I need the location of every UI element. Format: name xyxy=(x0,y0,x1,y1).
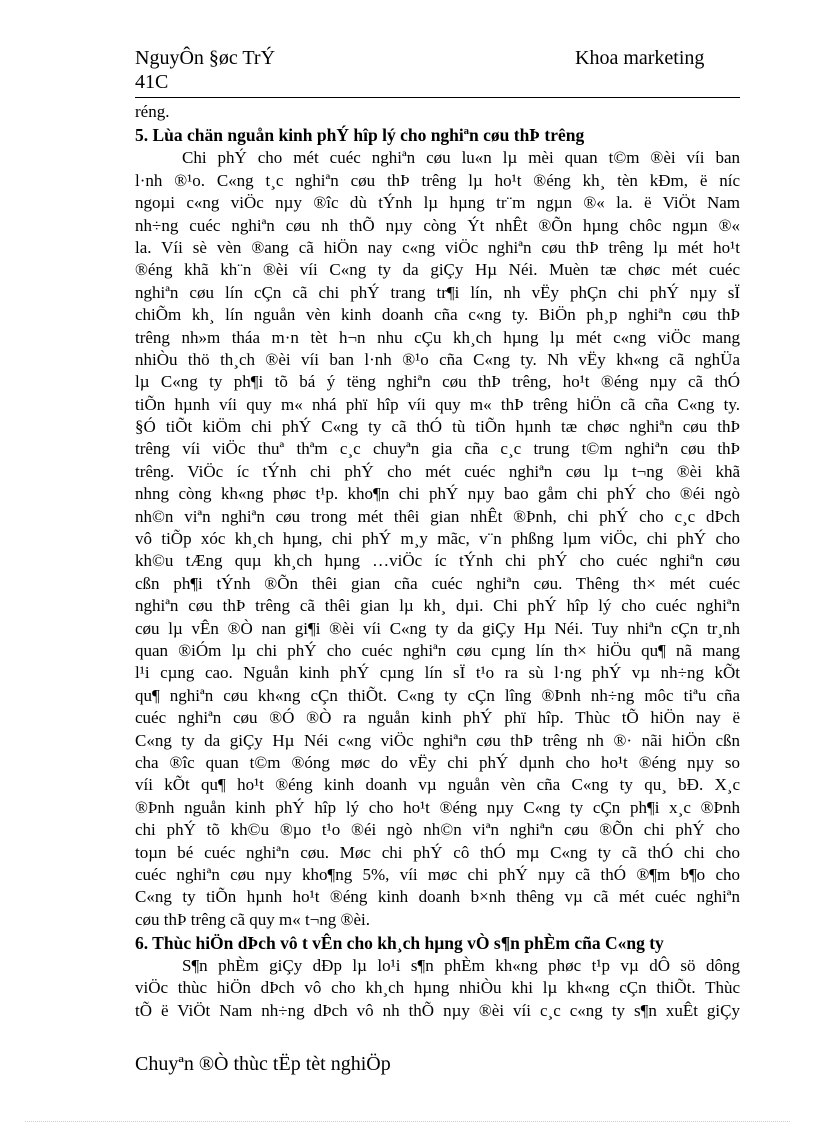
header-divider xyxy=(135,97,740,98)
paragraph-line: cuéc nghiªn cøu nµy kho¶ng 5%, víi møc chi phÝ nµy cã thÓ ®¶m b¶o cho xyxy=(135,864,740,884)
paragraph-line: l¹i cµng cao. Nguån kinh phÝ cµng lín sÏ t¹o ra sù l·ng phÝ vµ nh÷ng kÕt xyxy=(135,663,740,683)
section-6-paragraph xyxy=(135,955,740,1022)
header-author: NguyÔn §øc TrÝ xyxy=(135,47,276,69)
page-footer: Chuyªn ®Ò thùc tËp tèt nghiÖp xyxy=(135,1053,391,1075)
paragraph-line: vô tiÕp xóc kh¸ch hµng, chi phÝ m¸y mãc, v¨n phßng lµm viÖc, chi phÝ cho xyxy=(135,529,740,549)
paragraph-line: Chi phÝ cho mét cuéc nghiªn cøu lu«n lµ mèi quan t©m ®èi víi ban xyxy=(182,148,740,168)
paragraph-line: kh©u tÆng quµ kh¸ch hµng …viÖc íc tÝnh chi phÝ cho cuéc nghiªn cøu xyxy=(135,551,740,571)
paragraph-line: l·nh ®¹o. C«ng t¸c nghiªn cøu thÞ trêng lµ ho¹t ®éng kh¸ tèn kÐm, ë níc xyxy=(135,170,740,190)
paragraph-line: toµn bé cuéc nghiªn cøu. Møc chi phÝ cô thÓ mµ C«ng ty cã thÓ chi cho xyxy=(135,842,740,862)
paragraph-line: cha ®îc quan t©m ®óng møc do vËy chi phÝ dµnh cho ho¹t ®éng nµy so xyxy=(135,752,740,772)
paragraph-line: tiÕn hµnh víi quy m« nhá phï hîp víi quy m« thÞ trêng hiÖn cã cña C«ng ty. xyxy=(135,394,740,414)
paragraph-line: cuéc nghiªn cøu ®Ó ®Ò ra nguån kinh phÝ phï hîp. Thùc tÕ hiÖn nay ë xyxy=(135,708,740,728)
paragraph-line: C«ng ty tiÕn hµnh ho¹t ®éng kinh doanh b×nh thêng vµ cã mét cuéc nghiªn xyxy=(135,887,740,907)
paragraph-line: cßn ph¶i tÝnh ®Õn thêi gian cña cuéc nghiªn cøu. Thêng th× mét cuéc xyxy=(135,573,740,593)
header-department: Khoa marketing xyxy=(575,47,705,69)
paragraph-line: S¶n phÈm giÇy dÐp lµ lo¹i s¶n phÈm kh«ng phøc t¹p vµ dÔ sö dông xyxy=(182,956,740,976)
paragraph-line: C«ng ty da giÇy Hµ Néi c«ng viÖc nghiªn cøu thÞ trêng nh ®· nãi hiÖn cßn xyxy=(135,730,740,750)
section-6-heading: 6. Thùc hiÖn dÞch vô t vÊn cho kh¸ch hµng vÒ s¶n phÈm cña C«ng ty xyxy=(135,933,664,954)
paragraph-line: nhiÒu thö th¸ch ®èi víi ban l·nh ®¹o cña C«ng ty. Nh vËy kh«ng cã nghÜa xyxy=(135,349,740,369)
paragraph-line: nh©n viªn nghiªn cøu trong mét thêi gian nhÊt ®Þnh, chi phÝ cho c¸c dÞch xyxy=(135,506,740,526)
paragraph-line: víi kÕt qu¶ ho¹t ®éng kinh doanh vµ nguån vèn cña C«ng ty qu¸ bÐ. X¸c xyxy=(135,775,740,795)
section-5-heading: 5. Lùa chän nguån kinh phÝ hîp lý cho nghiªn cøu thÞ trêng xyxy=(135,125,585,146)
paragraph-line: la. Víi sè vèn ®ang cã hiÖn nay c«ng viÖc nghiªn cøu thÞ trêng lµ mét ho¹t xyxy=(135,237,740,257)
header-class: 41C xyxy=(135,71,169,93)
continuation-line: réng. xyxy=(135,102,170,121)
paragraph-line: nh÷ng cuéc nghiªn cøu nh thÕ nµy còng Ýt nhÊt ®Õn hµng chôc ngµn ®« xyxy=(135,215,740,235)
paragraph-line: qu¶ nghiªn cøu kh«ng cÇn thiÕt. C«ng ty cÇn lîng ®Þnh nh÷ng môc tiªu cña xyxy=(135,685,740,705)
paragraph-line: lµ C«ng ty ph¶i tõ bá ý tëng nghiªn cøu thÞ trêng, ho¹t ®éng nµy cã thÓ xyxy=(135,372,740,392)
paragraph-line: ®éng khã kh¨n ®èi víi C«ng ty da giÇy Hµ Néi. Muèn tæ chøc mét cuéc xyxy=(135,260,740,280)
paragraph-line: cøu lµ vÊn ®Ò nan gi¶i ®èi víi C«ng ty da giÇy Hµ Néi. Tuy nhiªn cÇn tr¸nh xyxy=(135,618,740,638)
paragraph-line: viÖc thùc hiÖn dÞch vô cho kh¸ch hµng nhiÒu khi lµ kh«ng cÇn thiÕt. Thùc xyxy=(135,978,740,998)
paragraph-line: chi phÝ tõ kh©u ®µo t¹o ®éi ngò nh©n viªn nghiªn cøu ®Õn chi phÝ cho xyxy=(135,820,740,840)
paragraph-line: chiÕm kh¸ lín nguån vèn kinh doanh cña c«ng ty. BiÖn ph¸p nghiªn cøu thÞ xyxy=(135,305,740,325)
paragraph-line: nhng còng kh«ng phøc t¹p. kho¶n chi phÝ nµy bao gåm chi phÝ cho ®éi ngò xyxy=(135,484,740,504)
paragraph-line: nghiªn cøu thÞ trêng cã thêi gian lµ kh¸ dµi. Chi phÝ hîp lý cho cuéc nghiªn xyxy=(135,596,740,616)
paragraph-line: trêng nh»m tháa m·n tèt h¬n nhu cÇu kh¸ch hµng lµ mét c«ng viÖc mang xyxy=(135,327,740,347)
section-5-paragraph xyxy=(135,147,740,931)
paragraph-line: §Ó tiÕt kiÖm chi phÝ C«ng ty cã thÓ tù tiÕn hµnh tæ chøc nghiªn cøu thÞ xyxy=(135,417,740,437)
paragraph-line: cøu thÞ trêng cã quy m« t¬ng ®èi. xyxy=(135,909,370,929)
page-boundary-divider xyxy=(25,1121,790,1122)
paragraph-line: ngoµi c«ng viÖc nµy ®îc dù tÝnh lµ hµng tr¨m ngµn ®« la. ë ViÖt Nam xyxy=(135,193,740,213)
paragraph-line: quan ®iÓm lµ chi phÝ cho cuéc nghiªn cøu cµng lín th× hiÖu qu¶ nã mang xyxy=(135,640,740,660)
paragraph-line: nghiªn cøu lín cÇn cã chi phÝ trang tr¶i lín, nh vËy phÇn chi phÝ nµy sÏ xyxy=(135,282,740,302)
paragraph-line: tÕ ë ViÖt Nam nh÷ng dÞch vô nh thÕ nµy ®èi víi c¸c c«ng ty s¶n xuÊt giÇy xyxy=(135,1000,740,1020)
page-body xyxy=(135,101,740,1022)
paragraph-line: ®Þnh nguån kinh phÝ hîp lý cho ho¹t ®éng nµy C«ng ty cÇn ph¶i x¸c ®Þnh xyxy=(135,797,740,817)
paragraph-line: trêng. ViÖc íc tÝnh chi phÝ cho mét cuéc nghiªn cøu lµ t¬ng ®èi khã xyxy=(135,461,740,481)
paragraph-line: trêng víi viÖc thuª thªm c¸c chuyªn gia cña c¸c trung t©m nghiªn cøu thÞ xyxy=(135,439,740,459)
